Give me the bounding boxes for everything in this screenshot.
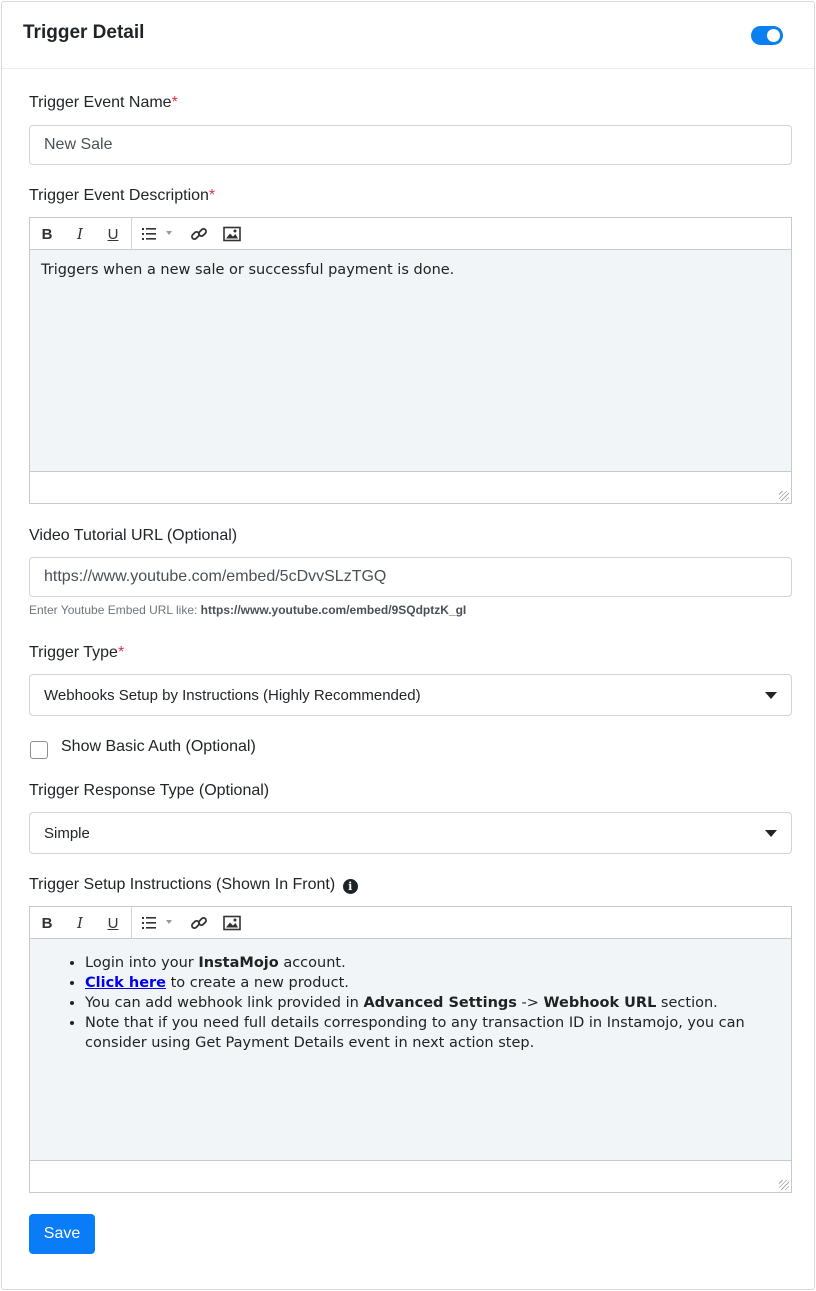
event-description-editor [29, 217, 792, 504]
caret-down-icon [765, 830, 777, 837]
instructions-list [41, 953, 780, 1053]
image-icon[interactable] [221, 224, 243, 244]
setup-instructions-editor [29, 906, 792, 1193]
toolbar-divider [131, 218, 132, 249]
underline-icon[interactable]: U [107, 225, 119, 243]
page-title: Trigger Detail [23, 22, 145, 43]
italic-icon[interactable]: I [77, 914, 83, 932]
caret-down-icon [765, 692, 777, 699]
trigger-detail-card [1, 1, 815, 1290]
bold-icon[interactable]: B [41, 914, 53, 932]
setup-instructions-label: Trigger Setup Instructions (Shown In Front) i [29, 876, 358, 894]
info-icon[interactable]: i [343, 879, 358, 894]
list-item: • Note that if you need full details corresponding to any transaction ID in Instamojo, you can consider using Get Payment Details event in next action step. [85, 1013, 780, 1053]
editor-footer [30, 471, 791, 503]
bold-icon[interactable]: B [41, 225, 53, 243]
click-here-link[interactable]: Click here [85, 975, 167, 991]
video-url-help: Enter Youtube Embed URL like: https://www.youtube.com/embed/9SQdptzK_gI [29, 603, 467, 617]
trigger-type-label: Trigger Type* [29, 644, 125, 661]
response-type-select[interactable] [29, 812, 792, 854]
toolbar-divider [131, 907, 132, 938]
enable-toggle[interactable] [751, 26, 783, 45]
event-name-input[interactable] [29, 125, 792, 165]
list-item: • Click here to create a new product. [85, 973, 780, 993]
link-icon[interactable] [188, 224, 210, 244]
setup-instructions-content[interactable] [30, 939, 791, 1160]
card-header [2, 2, 814, 69]
trigger-type-value: Webhooks Setup by Instructions (Highly Recommended) [44, 687, 421, 704]
list-item: • You can add webhook link provided in Advanced Settings -> Webhook URL section. [85, 993, 780, 1013]
event-description-content[interactable]: Triggers when a new sale or successful payment is done. [30, 250, 791, 471]
resize-grip-icon[interactable] [779, 1180, 789, 1190]
resize-grip-icon[interactable] [779, 491, 789, 501]
save-button[interactable]: Save [29, 1214, 95, 1254]
list-icon[interactable] [140, 224, 176, 244]
event-name-label: Trigger Event Name* [29, 94, 178, 111]
video-url-input[interactable] [29, 557, 792, 597]
image-icon[interactable] [221, 913, 243, 933]
editor-footer [30, 1160, 791, 1192]
underline-icon[interactable]: U [107, 914, 119, 932]
italic-icon[interactable]: I [77, 225, 83, 243]
video-url-label: Video Tutorial URL (Optional) [29, 527, 238, 544]
link-icon[interactable] [188, 913, 210, 933]
editor-toolbar [30, 218, 791, 250]
toggle-knob [767, 29, 780, 42]
basic-auth-checkbox[interactable] [30, 741, 48, 759]
list-icon[interactable] [140, 913, 176, 933]
event-description-label: Trigger Event Description* [29, 187, 216, 204]
list-item: • Login into your InstaMojo account. [85, 953, 780, 973]
response-type-label: Trigger Response Type (Optional) [29, 782, 270, 799]
basic-auth-label: Show Basic Auth (Optional) [61, 738, 256, 755]
trigger-type-select[interactable] [29, 674, 792, 716]
editor-toolbar [30, 907, 791, 939]
response-type-value: Simple [44, 825, 90, 842]
